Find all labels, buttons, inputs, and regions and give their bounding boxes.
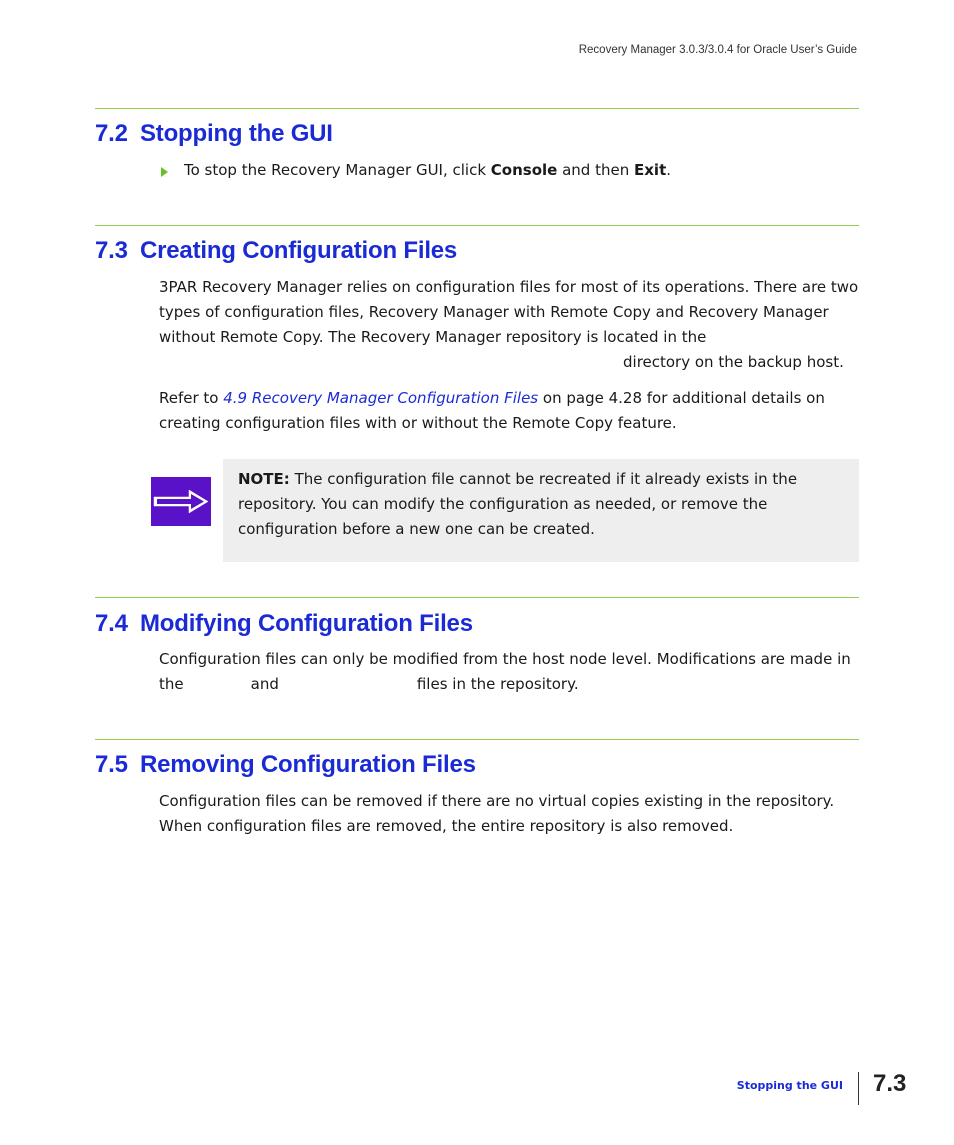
section-heading-7-4: 7.4 Modifying Configuration Files: [95, 610, 473, 637]
cross-reference-link[interactable]: 4.9 Recovery Manager Configuration Files: [223, 389, 539, 407]
arrow-right-icon: [151, 477, 211, 526]
paragraph: 3PAR Recovery Manager relies on configuration files for most of its operations. There are two types of configuration files, Recovery Manager with Remote Copy and Recovery Manager without Remote Copy. The Recovery Manager repository is located in the directory on the backup host.: [159, 278, 859, 371]
section-rule: [95, 739, 859, 740]
page-number: 7.3: [873, 1070, 907, 1097]
note-text: NOTE: The configuration file cannot be recreated if it already exists in the repository. You can modify the configuration as needed, or remove the configuration before a new one can be created.: [238, 470, 798, 538]
paragraph: Refer to 4.9 Recovery Manager Configuration Files on page 4.28 for additional details on creating configuration files with or without the Remote Copy feature.: [159, 389, 825, 432]
paragraph: Configuration files can only be modified from the host node level. Modifications are made in the and files in the repository.: [159, 650, 851, 693]
section-heading-7-3: 7.3 Creating Configuration Files: [95, 237, 458, 264]
footer-section-label: Stopping the GUI: [736, 1079, 843, 1092]
console-menu-ref: Console: [490, 161, 558, 179]
running-header: Recovery Manager 3.0.3/3.0.4 for Oracle User’s Guide: [578, 44, 857, 56]
section-rule: [95, 597, 859, 598]
section-heading-7-2: 7.2 Stopping the GUI: [95, 120, 333, 147]
bullet-item: To stop the Recovery Manager GUI, click Console and then Exit.: [184, 161, 672, 179]
note-label: NOTE:: [238, 470, 290, 488]
section-rule: [95, 225, 859, 226]
footer-divider: [858, 1072, 859, 1105]
paragraph: Configuration files can be removed if there are no virtual copies existing in the repository. When configuration files are removed, the entire repository is also removed.: [159, 792, 835, 835]
exit-menu-ref: Exit: [634, 161, 667, 179]
section-rule: [95, 108, 859, 109]
bullet-triangle-icon: [161, 167, 168, 177]
section-heading-7-5: 7.5 Removing Configuration Files: [95, 751, 476, 778]
